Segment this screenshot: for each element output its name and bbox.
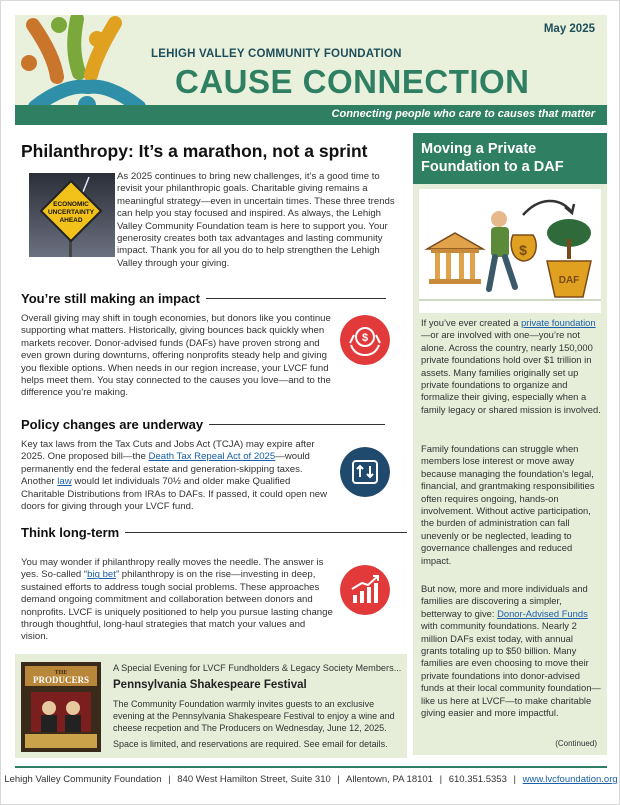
separator: | [337,774,340,785]
text-run: You may wonder if philanthropy really moves the needle. The answer is yes. So-called “ [21,557,324,581]
section-heading-policy [21,417,385,432]
footer-org: Lehigh Valley Community Foundation [4,774,162,785]
section-text-impact: Overall giving may shift in tough economies, but donors like you continue supporting what matters. Historically, giving bounces back quickly when markets recover. Donor-advised funds (DAFs) have proven strong and even grown during downturns, offering nonprofits steady help and giving you flexible options. When needs in our region increase, your LVCF fund helps meet them. You stay connected to the causes you love—and to the difference you’re making. [21,313,331,399]
event-description: The Community Foundation warmly invites guests to an exclusive evening at the Pennsylvania Shakespeare Festival to enjoy a wine and cheese recpetion and The Producers on Wednesday, June 12, 2025. [113,699,395,733]
section-heading-impact [21,291,386,306]
organization-name: LEHIGH VALLEY COMMUNITY FOUNDATION [151,48,402,60]
law-link[interactable]: law [57,476,72,488]
text-run: Key tax laws from the Tax Cuts and Jobs Act (TCJA) may expire after 2025. One proposed bill—the [21,439,315,463]
event-note: Space is limited, and reservations are required. See email for details. [113,739,388,749]
footer-address: 840 West Hamilton Street, Suite 310 [177,774,331,785]
hands-money-icon [340,315,390,365]
section-heading-long-term [21,525,407,540]
svg-text:ECONOMIC: ECONOMIC [53,201,89,208]
section-heading-text: You’re still making an impact [21,291,200,306]
svg-text:PRODUCERS: PRODUCERS [32,675,90,685]
the-producers-poster-image [21,662,101,752]
footer-divider [15,766,607,768]
section-heading-text: Policy changes are underway [21,417,204,432]
arrows-exchange-icon [340,447,390,497]
text-run: with community foundations. Nearly 2 million DAFs exist today, with annual grants totaling up to $50 billion. Many families are even choosing to move their private foundations into donor-advised funds at their local community foundation—like us here at LVCF—to make charitable giving easier and more impactful. [421,620,601,719]
divider [209,424,385,426]
donor-advised-funds-link[interactable]: Donor-Advised Funds [497,607,588,619]
sidebar-paragraph-3 [421,583,601,719]
svg-text:$: $ [361,332,369,344]
divider [125,532,407,534]
event-kicker: A Special Evening for LVCF Fundholders & Legacy Society Members... [113,663,402,673]
lead-article-text: As 2025 continues to bring new challenges, it’s a good time to revisit your philanthropic goals. Charitable giving remains a meaningful strategy—even in uncertain times. These three trends can help you stay focused and inspired. As always, the Lehigh Valley Community Foundation team is here to support you. Your generosity creates both tax advantages and lasting community impact. Thank you for all you do to help strengthen the Lehigh Valley through your giving. [117,171,395,269]
sidebar-title: Moving a Private Foundation to a DAF [421,141,564,175]
svg-text:THE: THE [54,670,68,676]
footer [1,774,620,785]
text-run: ” philanthropy is on the rise—investing in deep, sustained efforts to address tough social problems. These approaches demand ongoing commitment and collaboration between donors and nonprofits. LVCF is uniquely positioned to help you pursue lasting change through thoughtful, long-haul strategies that match your values and vision. [21,569,333,643]
text-run: would let individuals 70½ and older make Qualified Charitable Distributions from IRAs to DAFs. If passed, it could open new doors for giving through your LVCF fund. [21,476,328,513]
masthead-banner [15,15,607,125]
section-text-long-term [21,557,335,644]
continued-note: (Continued) [555,739,597,748]
text-run: But now, more and more individuals and families are discovering a simpler, betterway to give: [421,583,588,619]
issue-date: May 2025 [543,23,595,35]
death-tax-repeal-link[interactable]: Death Tax Repeal Act of 2025 [148,451,276,463]
lead-article-title: Philanthropy: It’s a marathon, not a sprint [21,141,368,161]
svg-text:AHEAD: AHEAD [59,217,83,224]
private-foundation-link[interactable]: private foundation [521,317,596,328]
growth-chart-icon [340,565,390,615]
separator: | [168,774,171,785]
event-title: Pennsylvania Shakespeare Festival [113,679,307,691]
website-link[interactable]: www.lvcfoundation.org [522,774,618,785]
moving-money-to-daf-illustration [419,189,601,313]
tagline: Connecting people who care to causes that matter [331,108,595,120]
divider [206,298,386,300]
section-text-policy [21,439,335,513]
daf-pot-label: DAF [558,275,580,286]
big-bet-link[interactable]: big bet [87,569,116,581]
event-callout [15,654,407,758]
text-run: —or are involved with one—you’re not alone. Across the country, nearly 150,000 private foundations hold over $1 trillion in assets. Many families originally set up private foundations to organize and formalize their giving, especially when a family legacy or shared mission is involved. [421,329,601,415]
newsletter-title: CAUSE CONNECTION [175,63,530,100]
svg-text:UNCERTAINTY: UNCERTAINTY [47,209,95,216]
footer-phone: 610.351.5353 [448,774,507,785]
svg-text:$: $ [519,242,527,258]
sidebar-paragraph-2: Family foundations can struggle when members lose interest or move away because managing the foundation’s legal, financial, and grantmaking responsibilities often requires ongoing, hands-on involvement. Without active participation, the burden of administration can fall unevenly or be neglected, leading to governance challenges and reduced impact. [421,443,595,566]
tagline-bar [15,105,607,125]
sidebar-header [413,133,607,184]
separator: | [439,774,443,785]
text-run: If you’ve ever created a [421,317,522,328]
text-run: —would permanently end the federal estate and generation-skipping taxes. Another [21,451,310,488]
separator: | [513,774,516,785]
footer-city: Allentown, PA 18101 [346,774,433,785]
economic-uncertainty-sign-image [29,173,115,257]
sidebar-article [413,133,607,755]
sidebar-paragraph-1 [421,317,601,416]
section-heading-text: Think long-term [21,525,120,540]
